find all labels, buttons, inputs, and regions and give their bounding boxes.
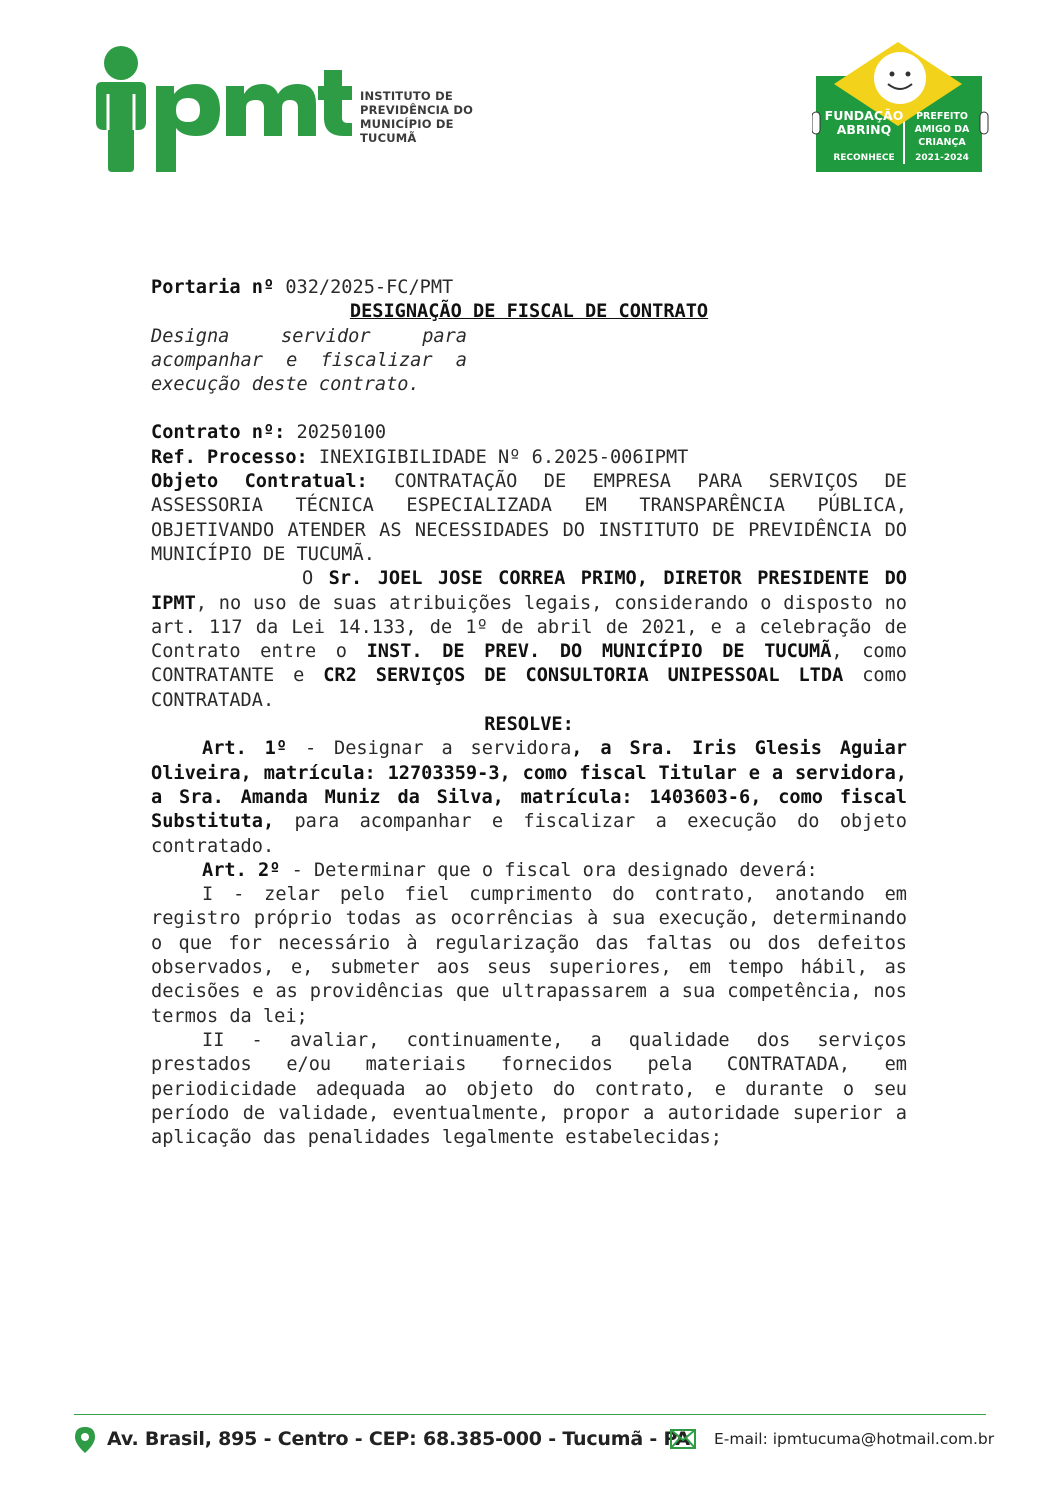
abrinq-line: FUNDAÇÃO xyxy=(824,108,904,123)
preamble-text: , como CONTRATANTE e xyxy=(151,641,907,687)
preamble-bold: CR2 SERVIÇOS DE CONSULTORIA UNIPESSOAL LTDA xyxy=(323,665,844,687)
objeto-value: CONTRATAÇÃO DE EMPRESA PARA SERVIÇOS DE ASSESSORIA TÉCNICA ESPECIALIZADA EM TRANSPARÊNCIA PÚBLICA, OBJETIVANDO ATENDER AS NECESSIDADES DO INSTITUTO DE PREVIDÊNCIA DO MUNICÍPIO DE TUCUMÃ. xyxy=(151,471,907,565)
footer-address: Av. Brasil, 895 - Centro - CEP: 68.385-000 - Tucumã - PA xyxy=(107,1428,690,1450)
article-1-label: Art. 1º xyxy=(202,738,288,760)
inciso-1: I - zelar pelo fiel cumprimento do contrato, anotando em registro próprio todas as ocorrências à sua execução, determinando o que for necessário à regularização das faltas ou dos defeitos observados, e, submeter aos seus superiores, em tempo hábil, as decisões e as providências que ultrapassarem a sua competência, nos termos da lei; xyxy=(151,884,907,1027)
article-2-label: Art. 2º xyxy=(202,859,281,881)
processo-line xyxy=(151,446,907,470)
institute-name xyxy=(360,89,500,145)
preamble-paragraph xyxy=(151,567,907,713)
article-1 xyxy=(151,737,907,858)
portaria-number: 032/2025-FC/PMT xyxy=(274,277,454,298)
article-2-text: - Determinar que o fiscal ora designado deverá: xyxy=(280,859,818,881)
abrinq-name xyxy=(824,109,904,137)
ipmt-logo-mark xyxy=(90,44,360,174)
institute-line: MUNICÍPIO DE xyxy=(360,117,454,131)
contrato-line xyxy=(151,421,907,445)
objeto-label: Objeto Contratual: xyxy=(151,471,368,493)
prefeito-line: PREFEITO xyxy=(916,111,968,122)
abrinq-line: ABRINQ xyxy=(836,122,892,137)
abrinq-seal xyxy=(812,40,992,175)
portaria-title xyxy=(151,276,907,300)
prefeito-line: CRIANÇA xyxy=(918,137,966,148)
article-2 xyxy=(151,859,907,883)
preamble-text: O xyxy=(302,568,329,590)
institute-line: TUCUMÃ xyxy=(360,131,417,145)
ementa: Designa servidor para acompanhar e fiscalizar a execução deste contrato. xyxy=(151,325,467,396)
ipmt-logo xyxy=(90,44,490,174)
article-1-text: para acompanhar e fiscalizar a execução do objeto contratado. xyxy=(151,811,907,857)
prefeito-years: 2021-2024 xyxy=(915,153,969,163)
article-1-bold: , a Sra. Iris Glesis Aguiar Oliveira, matrícula: 12703359-3, como fiscal Titular e a servidora, a Sra. Amanda Muniz da Silva, matrícula: 1403603-6, como fiscal Substituta, xyxy=(151,738,907,833)
abrinq-reconhece: RECONHECE xyxy=(833,153,895,163)
contrato-value: 20250100 xyxy=(285,422,387,444)
footer xyxy=(74,1422,995,1462)
article-1-text: - Designar a servidora xyxy=(287,738,572,760)
portaria-document xyxy=(151,276,907,1150)
envelope-icon xyxy=(670,1429,696,1449)
institute-line: PREVIDÊNCIA DO xyxy=(360,103,474,117)
preamble-text: como CONTRATADA. xyxy=(151,665,907,711)
preamble-bold: Sr. JOEL JOSE CORREA PRIMO, DIRETOR PRESIDENTE DO IPMT xyxy=(151,568,907,614)
location-pin-icon xyxy=(74,1426,96,1454)
contract-metadata xyxy=(151,421,907,567)
footer-email[interactable]: E-mail: ipmtucuma@hotmail.com.br xyxy=(714,1430,995,1448)
letterhead xyxy=(0,0,1058,190)
objeto-line xyxy=(151,470,907,567)
prefeito-amigo-text xyxy=(906,110,978,149)
footer-divider xyxy=(74,1414,986,1415)
preamble-bold: INST. DE PREV. DO MUNICÍPIO DE TUCUMÃ xyxy=(366,641,832,663)
institute-line: INSTITUTO DE xyxy=(360,89,453,103)
processo-value: INEXIGIBILIDADE Nº 6.2025-006IPMT xyxy=(307,446,689,468)
processo-label: Ref. Processo: xyxy=(151,446,308,468)
contrato-label: Contrato nº: xyxy=(151,422,286,444)
inciso-2: II - avaliar, continuamente, a qualidade dos serviços prestados e/ou materiais fornecidos pela CONTRATADA, em periodicidade adequada ao objeto do contrato, e durante o seu período de validade, eventualmente, propor a autoridade superior a aplicação das penalidades legalmente estabelecidas; xyxy=(151,1029,907,1149)
preamble-text: , no uso de suas atribuições legais, considerando o disposto no art. 117 da Lei 14.133, de 1º de abril de 2021, e a celebração de Contrato entre o xyxy=(151,592,907,663)
document-subtitle: DESIGNAÇÃO DE FISCAL DE CONTRATO xyxy=(349,301,709,323)
prefeito-line: AMIGO DA xyxy=(914,124,970,135)
resolve-heading: RESOLVE: xyxy=(484,714,574,736)
portaria-label: Portaria nº xyxy=(151,277,275,298)
